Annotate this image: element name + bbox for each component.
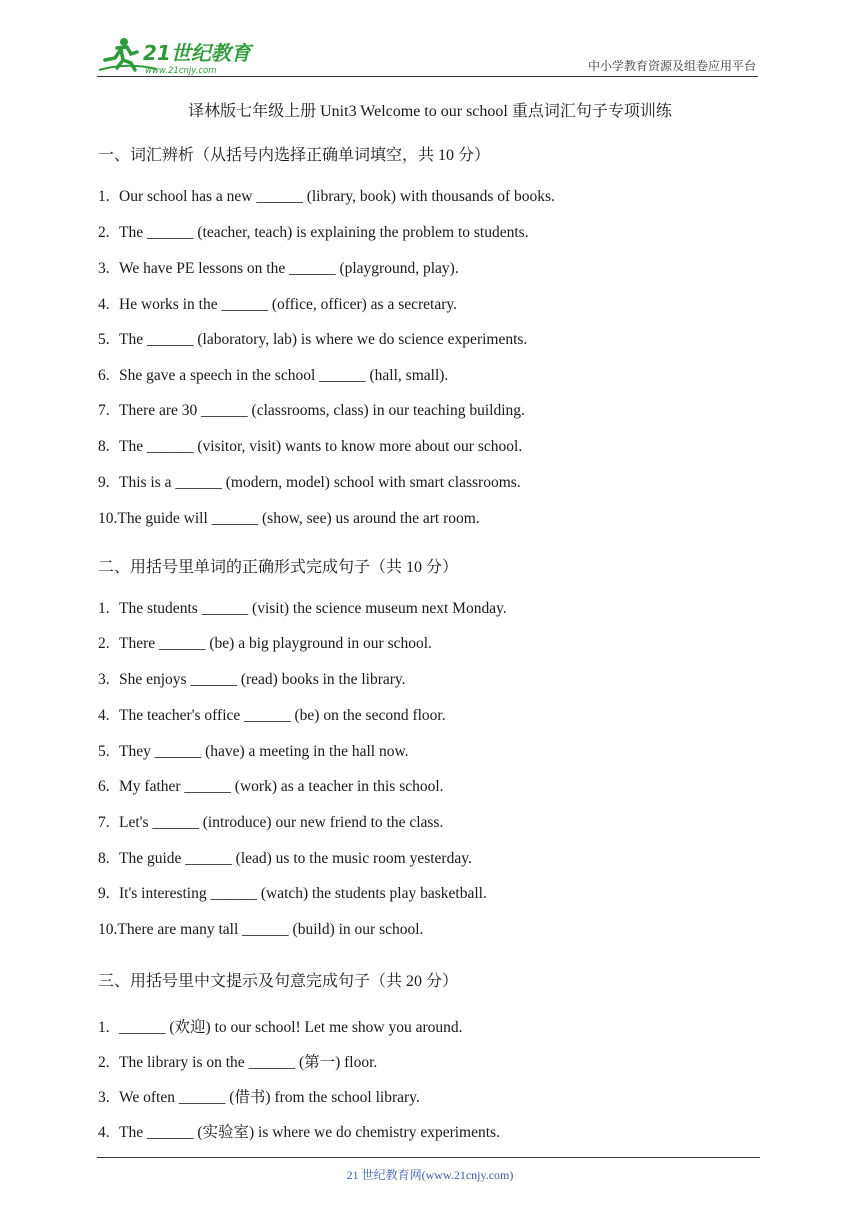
question-2-10: 10.There are many tall ______ (build) in our school. bbox=[98, 921, 424, 938]
question-1-4: 4. He works in the ______ (office, officer) as a secretary. bbox=[98, 296, 457, 313]
question-1-10: 10.The guide will ______ (show, see) us around the art room. bbox=[98, 510, 480, 527]
question-2-1: 1. The students ______ (visit) the science museum next Monday. bbox=[98, 600, 507, 617]
logo-21cnjy bbox=[97, 36, 257, 76]
question-3-2: 2. The library is on the ______ (第一) floor. bbox=[98, 1054, 378, 1071]
section-heading-1: 一、词汇辨析（从括号内选择正确单词填空，共 10 分） bbox=[98, 147, 491, 164]
question-3-1: 1. ______ (欢迎) to our school! Let me show you around. bbox=[98, 1019, 463, 1036]
question-2-3: 3. She enjoys ______ (read) books in the library. bbox=[98, 671, 406, 688]
section-heading-2: 二、用括号里单词的正确形式完成句子（共 10 分） bbox=[98, 559, 459, 576]
question-1-8: 8. The ______ (visitor, visit) wants to know more about our school. bbox=[98, 438, 523, 455]
footer-divider bbox=[97, 1157, 760, 1158]
svg-text:21世纪教育: 21世纪教育 bbox=[143, 41, 251, 65]
question-2-2: 2. There ______ (be) a big playground in our school. bbox=[98, 635, 432, 652]
question-2-9: 9. It's interesting ______ (watch) the students play basketball. bbox=[98, 885, 487, 902]
page-header bbox=[97, 36, 758, 77]
section-heading-3: 三、用括号里中文提示及句意完成句子（共 20 分） bbox=[98, 973, 459, 990]
question-3-3: 3. We often ______ (借书) from the school library. bbox=[98, 1089, 420, 1106]
question-2-4: 4. The teacher's office ______ (be) on the second floor. bbox=[98, 707, 446, 724]
question-1-6: 6. She gave a speech in the school ______ (hall, small). bbox=[98, 367, 449, 384]
question-3-4: 4. The ______ (实验室) is where we do chemistry experiments. bbox=[98, 1124, 500, 1141]
question-1-2: 2. The ______ (teacher, teach) is explaining the problem to students. bbox=[98, 224, 529, 241]
question-1-3: 3. We have PE lessons on the ______ (playground, play). bbox=[98, 260, 459, 277]
question-1-9: 9. This is a ______ (modern, model) school with smart classrooms. bbox=[98, 474, 521, 491]
question-2-7: 7. Let's ______ (introduce) our new friend to the class. bbox=[98, 814, 444, 831]
question-2-8: 8. The guide ______ (lead) us to the music room yesterday. bbox=[98, 850, 472, 867]
question-1-5: 5. The ______ (laboratory, lab) is where we do science experiments. bbox=[98, 331, 528, 348]
footer-site[interactable]: 21 世纪教育网(www.21cnjy.com) bbox=[346, 1168, 514, 1182]
header-platform-name: 中小学教育资源及组卷应用平台 bbox=[587, 59, 756, 73]
document-title: 译林版七年级上册 Unit3 Welcome to our school 重点词汇句子专项训练 bbox=[188, 103, 672, 120]
question-1-1: 1. Our school has a new ______ (library, book) with thousands of books. bbox=[98, 188, 555, 205]
svg-text:www.21cnjy.com: www.21cnjy.com bbox=[145, 66, 217, 76]
question-2-6: 6. My father ______ (work) as a teacher in this school. bbox=[98, 778, 444, 795]
question-1-7: 7. There are 30 ______ (classrooms, class) in our teaching building. bbox=[98, 402, 525, 419]
question-2-5: 5. They ______ (have) a meeting in the hall now. bbox=[98, 743, 409, 760]
